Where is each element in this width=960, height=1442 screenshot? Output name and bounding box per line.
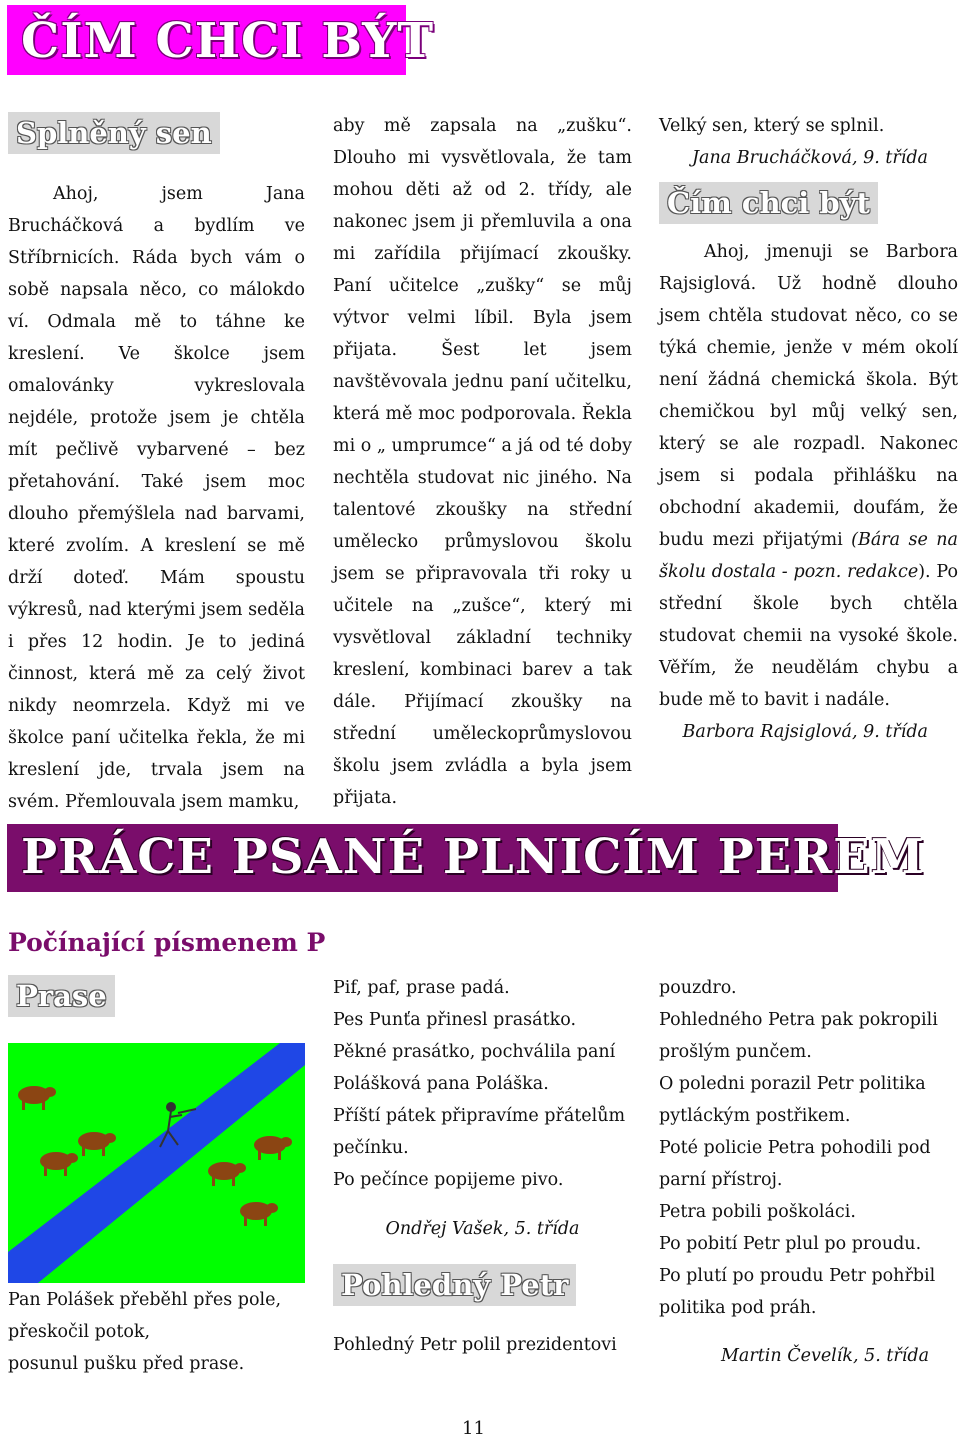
poem1-line: Po pečínce popijeme pivo.: [333, 1170, 564, 1190]
article1-column2: [333, 110, 632, 814]
article1-col2-text: aby mě zapsala na „zušku“. Dlouho mi vysvětlovala, že tam mohou děti až od 2. třídy, ale nakonec jsem ji přemluvila a ona mi zařídila přijímací zkoušky. Paní učitelce „zušky“ se můj výtvor velmi líbil. Byla jsem přijata. Šest let jsem navštěvovala jednu paní učitelku, která mě moc podporovala. Řekla mi o „ umprumce“ a já od té doby nechtěla studovat nic jiného. Na talentové zkoušky na střední umělecko průmyslovou školu jsem se připravovala tři roky u učitele na „zušce“, který mi vysvětloval základní techniky kreslení, kombinaci barev a tak dále. Přijímací zkoušky na střední uměleckoprůmyslovou školu jsem zvládla a byla jsem přijata.: [333, 116, 632, 808]
page-number: 11: [462, 1418, 485, 1439]
article2-signature: Barbora Rajsiglová, 9. třída: [682, 722, 928, 742]
article1-column1: [8, 178, 305, 818]
article2-body: [659, 236, 958, 716]
poem1-lines-a: [8, 1284, 281, 1380]
poem2-line: Pohledný Petr polil prezidentovi: [333, 1335, 617, 1355]
poem2-line: Petra pobili poškoláci.: [659, 1202, 856, 1222]
poem2-line: prošlým punčem.: [659, 1042, 812, 1062]
pig-field-illustration: [8, 1043, 305, 1283]
poem2-line: politika pod práh.: [659, 1298, 817, 1318]
article1-heading: Splněný sen: [8, 112, 220, 154]
poem1-lines-b: [333, 972, 632, 1196]
poem1-line: Pěkné prasátko, pochválila paní: [333, 1042, 616, 1062]
poem2-line: pytláckým postřikem.: [659, 1106, 851, 1126]
poem2-line: Po plutí po proudu Petr pohřbil: [659, 1266, 936, 1286]
poem1-line: přeskočil potok,: [8, 1322, 151, 1342]
article1-col1-text: Ahoj, jsem Jana Brucháčková a bydlím ve Stříbrnicích. Ráda bych vám o sobě napsala něco, co málokdo ví. Odmala mě to táhne ke kreslení. Ve školce jsem omalovánky vykreslovala nejdéle, protože jsem je chtěla mít pečlivě vybarvené – bez přetahování. Také jsem moc dlouho přemýšlela nad barvami, které zvolím. A kreslení se mě drží doteď. Mám spoustu výkresů, nad kterými jsem seděla i přes 12 hodin. Je to jediná činnost, která mě za celý život nikdy neomrzela. Když mi ve školce paní učitelka řekla, že mi kreslení jde, trvala jsem na svém. Přemlouvala jsem mamku,: [8, 184, 305, 812]
poem2-line: O poledni porazil Petr politika: [659, 1074, 926, 1094]
poem1-line: posunul pušku před prase.: [8, 1354, 245, 1374]
poem2-line: Pohledného Petra pak pokropili: [659, 1010, 938, 1030]
poem1-signature: Ondřej Vašek, 5. třída: [385, 1219, 580, 1239]
top-banner: [7, 5, 435, 75]
poem2-lines-b: [659, 972, 958, 1324]
poem2-signature: Martin Čevelík, 5. třída: [721, 1346, 929, 1366]
bottom-banner-title: PRÁCE PSANÉ PLNICÍM PEREM: [21, 829, 925, 885]
column3: [659, 110, 958, 748]
poem1-heading: Prase: [8, 975, 115, 1017]
article2-note: (Bára se na školu dostala - pozn. redakce: [659, 530, 958, 582]
article2-text-after: ). Po střední škole bych chtěla studovat chemii na vysoké škole. Věřím, že neudělám chybu a bude mě to bavit i nadále.: [659, 562, 959, 710]
poem2-line: Po pobití Petr plul po proudu.: [659, 1234, 922, 1254]
poem1-line: Pif, paf, prase padá.: [333, 978, 510, 998]
poem1-line: Pan Polášek přeběhl přes pole,: [8, 1290, 282, 1310]
section-title: Počínající písmenem P: [8, 928, 326, 957]
poem2-heading: Pohledný Petr: [333, 1264, 576, 1306]
pig-field-drawing: [8, 1043, 305, 1283]
bottom-banner: [7, 824, 925, 892]
article1-signature: Jana Brucháčková, 9. třída: [692, 148, 928, 168]
poem1-line: Polášková pana Poláška.: [333, 1074, 549, 1094]
poem1-line: Příští pátek připravíme přátelům: [333, 1106, 626, 1126]
poem2-line: Poté policie Petra pohodili pod: [659, 1138, 931, 1158]
poem2-lines-a: [333, 1329, 617, 1361]
article2-heading: Čím chci být: [659, 182, 878, 224]
poem1-line: Pes Punťa přinesl prasátko.: [333, 1010, 577, 1030]
poem2-line: parní přístroj.: [659, 1170, 783, 1190]
top-banner-title: ČÍM CHCI BÝT: [21, 13, 435, 69]
article1-closing: Velký sen, který se splnil.: [659, 116, 885, 136]
poem1-line: pečínku.: [333, 1138, 409, 1158]
article2-text-before: Ahoj, jmenuji se Barbora Rajsiglová. Už hodně dlouho jsem chtěla studovat něco, co se týká chemie, jenže v mém okolí není žádná chemická škola. Být chemičkou byl můj velký sen, který se ale rozpadl. Nakonec jsem si podala přihlášku na obchodní akademii, doufám, že budu mezi přijatými: [659, 242, 958, 550]
poem2-line: pouzdro.: [659, 978, 737, 998]
